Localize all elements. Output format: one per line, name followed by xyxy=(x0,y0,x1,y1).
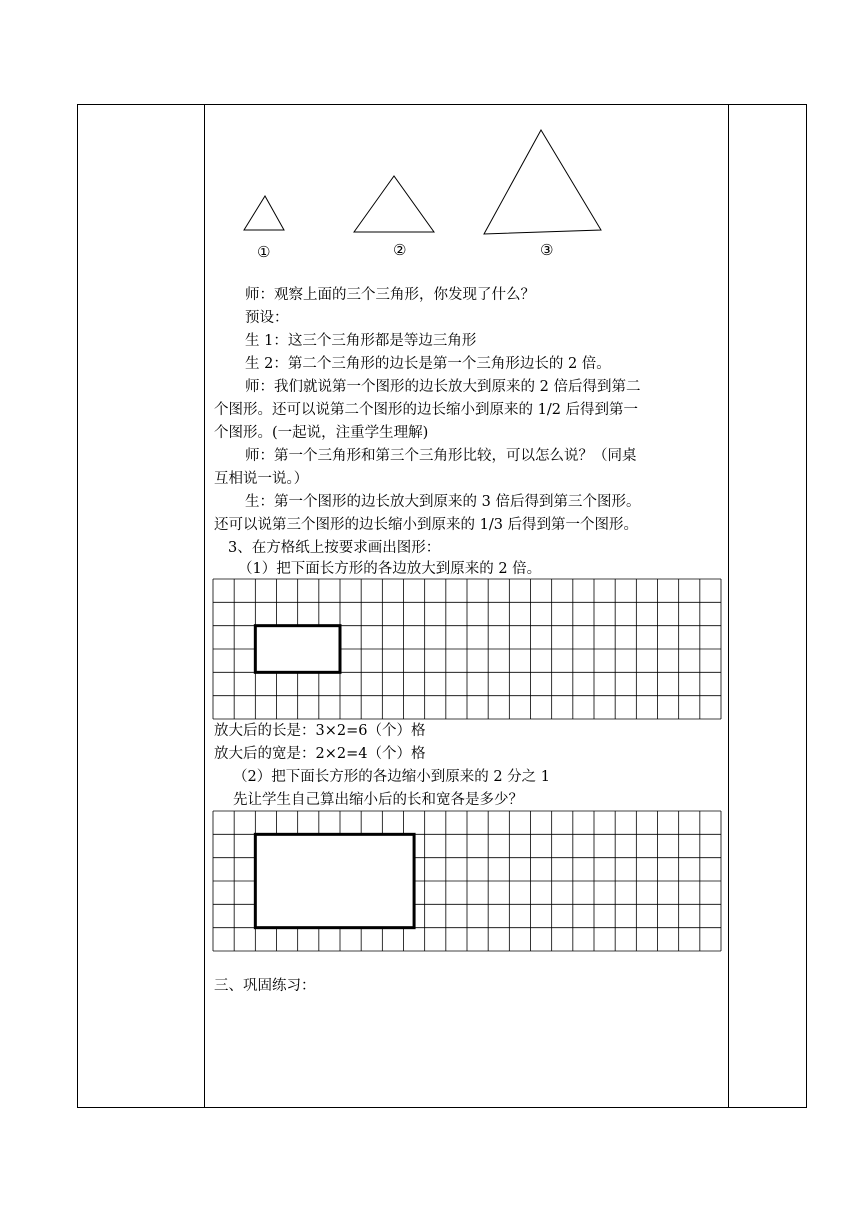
text-line: 师：第一个三角形和第三个三角形比较，可以怎么说？（同桌 xyxy=(245,448,637,464)
triangle-label-3: ③ xyxy=(540,241,554,259)
text-line: 生：第一个图形的边长放大到原来的 3 倍后得到第三个图形。 xyxy=(245,494,641,510)
bold-rectangle xyxy=(255,626,340,673)
section-heading: 三、巩固练习： xyxy=(214,978,316,994)
text-line: 先让学生自己算出缩小后的长和宽各是多少？ xyxy=(233,792,523,808)
text-line: （1）把下面长方形的各边放大到原来的 2 倍。 xyxy=(238,561,542,577)
text-line: 互相说一说。） xyxy=(214,471,309,487)
text-line: 3、在方格纸上按要求画出图形： xyxy=(228,540,441,556)
text-line: 放大后的长是：3×2=6（个）格 xyxy=(214,723,426,739)
text-line: 放大后的宽是：2×2=4（个）格 xyxy=(214,746,426,762)
column-divider-right xyxy=(728,104,729,1108)
text-line: 个图形。(一起说，注重学生理解) xyxy=(214,425,429,441)
square-grid-2 xyxy=(212,810,722,953)
column-divider-left xyxy=(204,104,205,1108)
text-line: 师：观察上面的三个三角形，你发现了什么？ xyxy=(245,287,535,303)
text-line: 还可以说第三个图形的边长缩小到原来的 1/3 后得到第一个图形。 xyxy=(214,517,639,533)
triangle-label-1: ① xyxy=(257,243,271,261)
bold-rectangle xyxy=(255,834,414,927)
triangle-3 xyxy=(480,126,606,238)
text-line: 生 1：这三个三角形都是等边三角形 xyxy=(245,333,477,349)
text-line: 师：我们就说第一个图形的边长放大到原来的 2 倍后得到第二 xyxy=(245,379,641,395)
triangle-2 xyxy=(350,172,440,236)
text-line: 个图形。还可以说第二个图形的边长缩小到原来的 1/2 后得到第一 xyxy=(214,402,639,418)
square-grid-1 xyxy=(212,578,722,721)
text-line: （2）把下面长方形的各边缩小到原来的 2 分之 1 xyxy=(233,769,551,785)
text-line: 预设： xyxy=(245,310,289,326)
text-line: 生 2：第二个三角形的边长是第一个三角形边长的 2 倍。 xyxy=(245,356,611,372)
triangle-1 xyxy=(240,192,290,234)
triangle-label-2: ② xyxy=(393,241,407,259)
